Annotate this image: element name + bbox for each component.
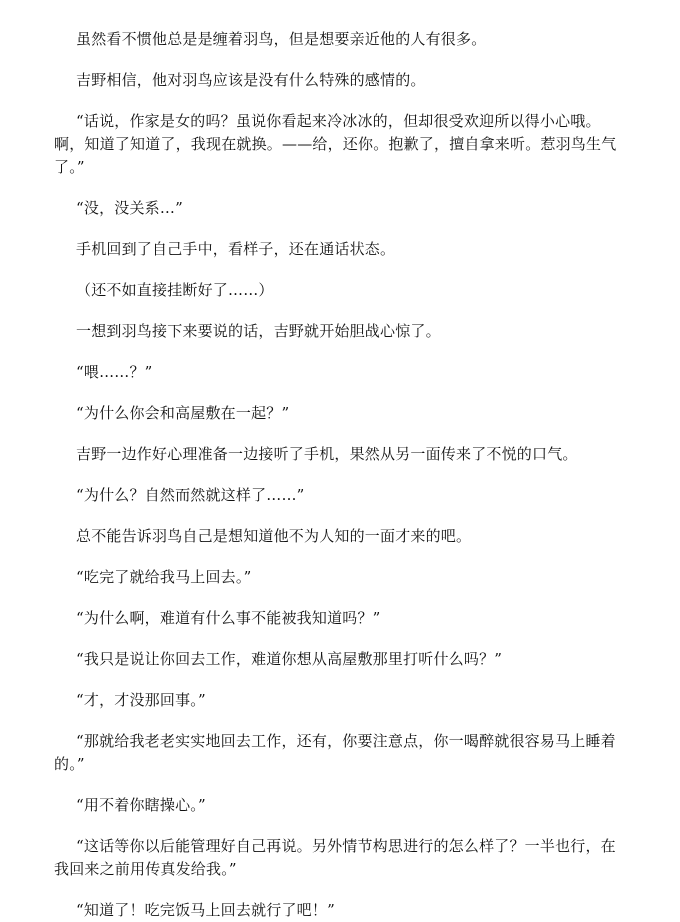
paragraph: “用不着你瞎操心。” [76, 796, 206, 814]
paragraph: “吃完了就给我马上回去。” [76, 568, 252, 586]
paragraph: “为什么你会和高屋敷在一起？” [76, 404, 290, 422]
paragraph: “没，没关系…” [76, 199, 183, 217]
paragraph: 总不能告诉羽鸟自己是想知道他不为人知的一面才来的吧。 [76, 527, 472, 545]
paragraph: （还不如直接挂断好了……） [76, 281, 274, 299]
paragraph: “我只是说让你回去工作，难道你想从高屋敷那里打听什么吗？” [76, 650, 503, 668]
paragraph: “这话等你以后能管理好自己再说。另外情节构思进行的怎么样了？一半也行，在我回来之前用传真发给我。” [54, 837, 616, 878]
paragraph: “知道了！吃完饭马上回去就行了吧！” [76, 901, 335, 919]
paragraph: “话说，作家是女的吗？虽说你看起来冷冰冰的，但却很受欢迎所以得小心哦。啊，知道了知道了，我现在就换。——给，还你。抱歉了，擅自拿来听。惹羽鸟生气了。” [54, 112, 617, 176]
paragraph: 手机回到了自己手中，看样子，还在通话状态。 [76, 240, 396, 258]
paragraph: “那就给我老老实实地回去工作，还有，你要注意点，你一喝醉就很容易马上睡着的。” [54, 732, 616, 773]
paragraph: “才，才没那回事。” [76, 691, 206, 709]
paragraph: 吉野相信，他对羽鸟应该是没有什么特殊的感情的。 [76, 71, 426, 89]
paragraph: 吉野一边作好心理准备一边接听了手机，果然从另一面传来了不悦的口气。 [76, 445, 578, 463]
paragraph: 虽然看不惯他总是是缠着羽鸟，但是想要亲近他的人有很多。 [76, 30, 487, 48]
paragraph: “为什么啊，难道有什么事不能被我知道吗？” [76, 609, 381, 627]
paragraph: “为什么？自然而然就这样了……” [76, 486, 305, 504]
paragraph: 一想到羽鸟接下来要说的话，吉野就开始胆战心惊了。 [76, 322, 441, 340]
paragraph: “喂……？” [76, 363, 153, 381]
